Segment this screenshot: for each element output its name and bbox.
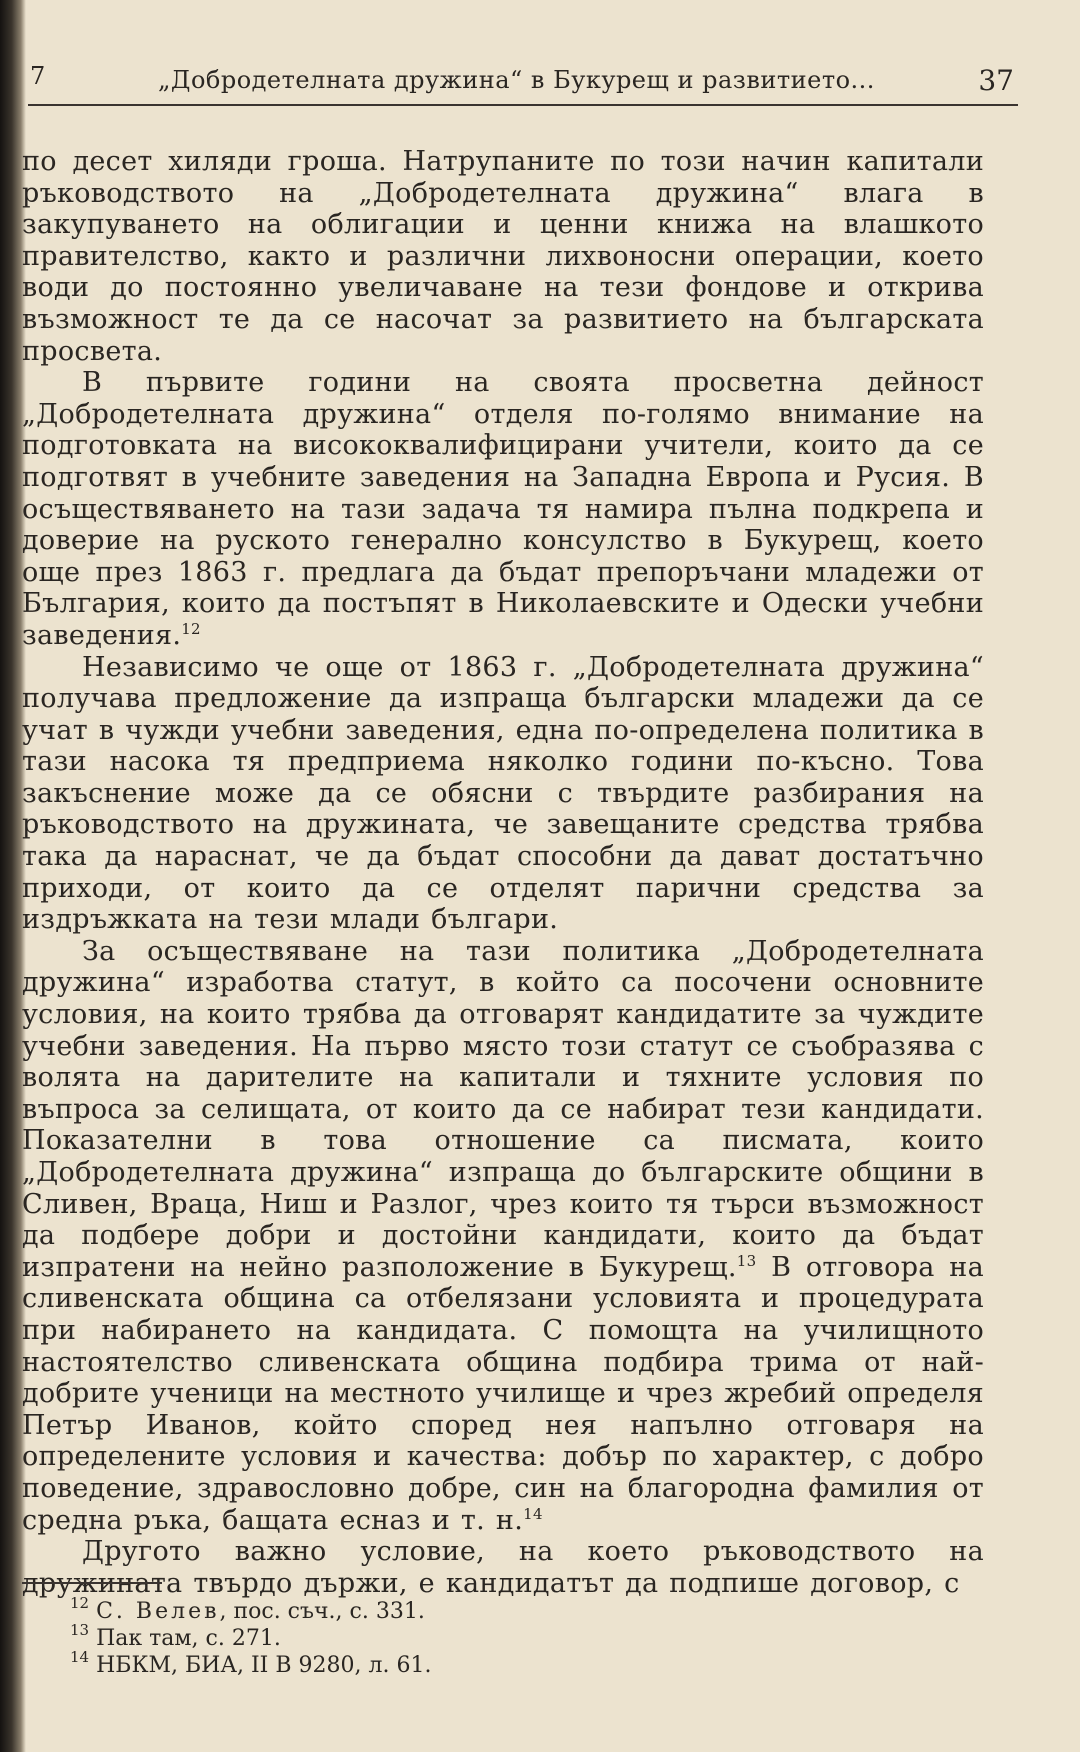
paragraph-4-text-a: За осъществяване на тази политика „Добродетелната дружина“ изработва статут, в който са посочени основните условия, на които трябва да отговарят кандидатите за чуждите учебни заведения. На първо място този статут се съобразява с волята на дарителите на капитали и тяхните условия по въпроса за селищата, от които да се набират тези кандидати. Показателни в това отношение са писмата, които „Добродетелната дружина“ изпраща до българските общини в Сливен, Враца, Ниш и Разлог, чрез които тя търси възможност да подбере добри и достойни кандидати, които да бъдат изпратени на нейно разположение в Букурещ. (22, 935, 984, 1283)
running-header (30, 52, 1030, 108)
footnote-text: НБКМ, БИА, II В 9280, л. 61. (96, 1653, 432, 1678)
paragraph-4-text-b: В отговора на сливенската община са отбелязани условията и процедурата при набирането на кандидата. С помощта на училищното настоятелство сливенската община подбира трима от най-добрите ученици на местното училище и чрез жребий определя Петър Иванов, който според нея напълно отговаря на определените условия и качества: добър по характер, с добро поведение, здравословно добре, син на благородна фамилия от средна ръка, бащата есназ и т. н. (22, 1251, 984, 1536)
footnote-number: 13 (70, 1621, 90, 1639)
paragraph-2 (22, 367, 984, 651)
footnote-number: 12 (70, 1594, 90, 1612)
header-left-number: 7 (30, 62, 46, 90)
body-text (22, 146, 984, 1599)
paragraph-5: Другото важно условие, на което ръководството на дружината твърдо държи, е кандидатът да подпише договор, с (22, 1536, 984, 1599)
running-title: „Добродетелната дружина“ в Букурещ и развитието... (158, 66, 875, 94)
paragraph-4 (22, 936, 984, 1536)
footnote-text: , пос. съч., с. 331. (219, 1599, 425, 1624)
footnote-ref-13: 13 (736, 1251, 757, 1270)
footnote-13 (70, 1621, 970, 1652)
footnote-rule (22, 1582, 162, 1584)
footnote-text: Пак там, с. 271. (96, 1626, 281, 1651)
footnote-number: 14 (70, 1648, 90, 1666)
footnote-12 (70, 1594, 970, 1625)
paragraph-1: по десет хиляди гроша. Натрупаните по този начин капитали ръководството на „Добродетелната дружина“ влага в закупуването на облигации и ценни книжа на влашкото правителство, както и различни лихвоносни операции, което води до постоянно увеличаване на тези фондове и открива възможност те да се насочат за развитието на българската просвета. (22, 146, 984, 367)
footnote-ref-14: 14 (523, 1504, 543, 1523)
footnote-author: С. Велев (96, 1599, 220, 1624)
header-rule (28, 104, 1018, 106)
footnotes (70, 1594, 970, 1679)
paragraph-3: Независимо че още от 1863 г. „Добродетелната дружина“ получава предложение да изпраща български младежи да се учат в чужди учебни заведения, една по-определена политика в тази насока тя предприема няколко години по-късно. Това закъснение може да се обясни с твърдите разбирания на ръководството на дружината, че завещаните средства трябва така да нараснат, че да бъдат способни да дават достатъчно приходи, от които да се отделят парични средства за издръжката на тези млади българи. (22, 651, 984, 936)
page-number: 37 (978, 64, 1014, 97)
footnote-14 (70, 1648, 970, 1679)
paragraph-2-text: В първите години на своята просветна дейност „Добродетелната дружина“ отделя по-голямо внимание на подготовката на висококвалифицирани учители, които да се подготвят в учебните заведения на Западна Европа и Русия. В осъществяването на тази задача тя намира пълна подкрепа и доверие на руското генерално консулство в Букурещ, което още през 1863 г. предлага да бъдат препоръчани младежи от България, които да постъпят в Николаевските и Одески учебни заведения. (22, 367, 984, 651)
footnote-ref-12: 12 (181, 619, 201, 638)
